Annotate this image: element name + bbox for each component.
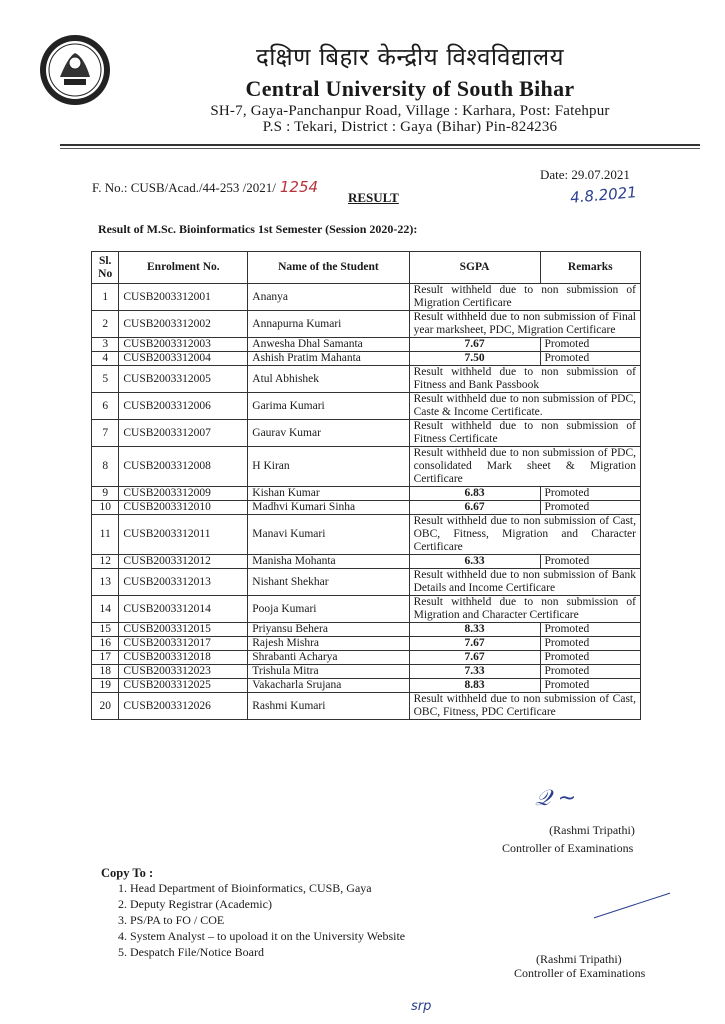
table-row xyxy=(92,338,641,352)
cell-remarks: Promoted xyxy=(540,487,640,501)
table-row xyxy=(92,284,641,311)
table-row xyxy=(92,555,641,569)
cell-sl: 15 xyxy=(92,623,119,637)
document-title: RESULT xyxy=(348,190,399,205)
cell-sl: 5 xyxy=(92,366,119,393)
university-name-hindi: दक्षिण बिहार केन्द्रीय विश्वविद्यालय xyxy=(255,43,565,71)
col-header-sl: Sl. No xyxy=(92,252,119,284)
cell-name: Ashish Pratim Mahanta xyxy=(248,352,409,366)
cell-name: Kishan Kumar xyxy=(248,487,409,501)
cell-enrolment: CUSB2003312018 xyxy=(119,651,248,665)
file-number-text: F. No.: CUSB/Acad./44-253 /2021/ xyxy=(92,180,276,195)
result-table xyxy=(91,251,641,720)
cell-enrolment: CUSB2003312012 xyxy=(119,555,248,569)
handwritten-initials: srp xyxy=(411,999,432,1014)
cell-remarks: Promoted xyxy=(540,352,640,366)
cell-sl: 20 xyxy=(92,693,119,720)
cell-name: Priyansu Behera xyxy=(248,623,409,637)
table-row xyxy=(92,515,641,555)
cell-enrolment: CUSB2003312013 xyxy=(119,569,248,596)
document-date: Date: 29.07.2021 xyxy=(540,167,630,182)
table-row xyxy=(92,651,641,665)
signatory-name: (Rashmi Tripathi) xyxy=(549,823,635,837)
col-header-sgpa: SGPA xyxy=(409,252,540,284)
list-item: 5. Despatch File/Notice Board xyxy=(130,944,405,960)
cell-name: Gaurav Kumar xyxy=(248,420,409,447)
cell-sl: 13 xyxy=(92,569,119,596)
cell-name: Pooja Kumari xyxy=(248,596,409,623)
table-row xyxy=(92,501,641,515)
table-row xyxy=(92,623,641,637)
cell-remarks: Promoted xyxy=(540,555,640,569)
cell-remarks: Promoted xyxy=(540,338,640,352)
cell-name: Vakacharla Srujana xyxy=(248,679,409,693)
cell-sl: 2 xyxy=(92,311,119,338)
col-header-remarks: Remarks xyxy=(540,252,640,284)
table-row xyxy=(92,487,641,501)
cell-sl: 4 xyxy=(92,352,119,366)
cell-name: Trishula Mitra xyxy=(248,665,409,679)
cell-name: Nishant Shekhar xyxy=(248,569,409,596)
cell-sl: 11 xyxy=(92,515,119,555)
cell-withheld-note: Result withheld due to non submission of Cast, OBC, Fitness, PDC Certificare xyxy=(409,693,640,720)
list-item: 3. PS/PA to FO / COE xyxy=(130,912,405,928)
handwritten-date: 4.8.2021 xyxy=(569,183,638,207)
header-divider xyxy=(60,144,700,146)
copy-to-heading: Copy To : xyxy=(101,866,154,880)
cell-sl: 9 xyxy=(92,487,119,501)
table-row xyxy=(92,311,641,338)
cell-name: Atul Abhishek xyxy=(248,366,409,393)
cell-enrolment: CUSB2003312001 xyxy=(119,284,248,311)
cell-withheld-note: Result withheld due to non submission of Migration Certificare xyxy=(409,284,640,311)
cell-withheld-note: Result withheld due to non submission of Fitness Certificate xyxy=(409,420,640,447)
cell-enrolment: CUSB2003312025 xyxy=(119,679,248,693)
cell-remarks: Promoted xyxy=(540,651,640,665)
list-item: 4. System Analyst – to upoload it on the University Website xyxy=(130,928,405,944)
cell-sl: 1 xyxy=(92,284,119,311)
cell-remarks: Promoted xyxy=(540,665,640,679)
cell-withheld-note: Result withheld due to non submission of Final year marksheet, PDC, Migration Certificare xyxy=(409,311,640,338)
list-item: 1. Head Department of Bioinformatics, CUSB, Gaya xyxy=(130,880,405,896)
cell-enrolment: CUSB2003312005 xyxy=(119,366,248,393)
cell-enrolment: CUSB2003312006 xyxy=(119,393,248,420)
cell-enrolment: CUSB2003312010 xyxy=(119,501,248,515)
cell-enrolment: CUSB2003312023 xyxy=(119,665,248,679)
cell-name: Manisha Mohanta xyxy=(248,555,409,569)
cell-sgpa: 7.67 xyxy=(409,651,540,665)
list-item: 2. Deputy Registrar (Academic) xyxy=(130,896,405,912)
table-row xyxy=(92,679,641,693)
cell-remarks: Promoted xyxy=(540,501,640,515)
address-line-1: SH-7, Gaya-Panchanpur Road, Village : Karhara, Post: Fatehpur xyxy=(210,103,610,119)
signature-scribble: 𝒬 ~ xyxy=(535,786,577,811)
cell-enrolment: CUSB2003312026 xyxy=(119,693,248,720)
copy-to-list xyxy=(110,880,405,960)
table-row xyxy=(92,366,641,393)
cell-name: Garima Kumari xyxy=(248,393,409,420)
cell-name: Manavi Kumari xyxy=(248,515,409,555)
col-header-name: Name of the Student xyxy=(248,252,409,284)
cell-withheld-note: Result withheld due to non submission of Fitness and Bank Passbook xyxy=(409,366,640,393)
cell-sl: 17 xyxy=(92,651,119,665)
cell-sgpa: 7.50 xyxy=(409,352,540,366)
university-name: Central University of South Bihar xyxy=(245,76,575,101)
cell-withheld-note: Result withheld due to non submission of Cast, OBC, Fitness, Migration and Character Certificare xyxy=(409,515,640,555)
cell-sgpa: 8.83 xyxy=(409,679,540,693)
file-number xyxy=(92,178,318,196)
cell-sl: 16 xyxy=(92,637,119,651)
cell-sl: 19 xyxy=(92,679,119,693)
table-row xyxy=(92,665,641,679)
cell-remarks: Promoted xyxy=(540,637,640,651)
cell-sl: 8 xyxy=(92,447,119,487)
table-row xyxy=(92,637,641,651)
cell-sl: 10 xyxy=(92,501,119,515)
table-row xyxy=(92,596,641,623)
signatory-name-2: (Rashmi Tripathi) xyxy=(536,952,622,966)
cell-sgpa: 7.67 xyxy=(409,338,540,352)
cell-enrolment: CUSB2003312009 xyxy=(119,487,248,501)
signature-stroke xyxy=(594,893,670,919)
cell-enrolment: CUSB2003312003 xyxy=(119,338,248,352)
cell-withheld-note: Result withheld due to non submission of PDC, Caste & Income Certificate. xyxy=(409,393,640,420)
cell-enrolment: CUSB2003312008 xyxy=(119,447,248,487)
cell-sgpa: 6.33 xyxy=(409,555,540,569)
table-row xyxy=(92,447,641,487)
cell-sl: 12 xyxy=(92,555,119,569)
cell-sgpa: 6.67 xyxy=(409,501,540,515)
cell-name: Madhvi Kumari Sinha xyxy=(248,501,409,515)
cell-remarks: Promoted xyxy=(540,623,640,637)
cell-sl: 3 xyxy=(92,338,119,352)
cell-name: Annapurna Kumari xyxy=(248,311,409,338)
result-subtitle: Result of M.Sc. Bioinformatics 1st Semester (Session 2020-22): xyxy=(98,222,418,236)
cell-sl: 18 xyxy=(92,665,119,679)
table-row xyxy=(92,569,641,596)
cell-enrolment: CUSB2003312004 xyxy=(119,352,248,366)
cell-name: Anwesha Dhal Samanta xyxy=(248,338,409,352)
header-divider-thin xyxy=(60,148,700,149)
table-row xyxy=(92,352,641,366)
cell-name: Shrabanti Acharya xyxy=(248,651,409,665)
cell-enrolment: CUSB2003312017 xyxy=(119,637,248,651)
cell-enrolment: CUSB2003312014 xyxy=(119,596,248,623)
cell-enrolment: CUSB2003312002 xyxy=(119,311,248,338)
address-line-2: P.S : Tekari, District : Gaya (Bihar) Pin-824236 xyxy=(262,119,558,135)
cell-enrolment: CUSB2003312007 xyxy=(119,420,248,447)
cell-sgpa: 6.83 xyxy=(409,487,540,501)
cell-withheld-note: Result withheld due to non submission of Migration and Character Certificare xyxy=(409,596,640,623)
col-header-enrolment: Enrolment No. xyxy=(119,252,248,284)
table-body xyxy=(92,284,641,720)
cell-remarks: Promoted xyxy=(540,679,640,693)
cell-name: Rashmi Kumari xyxy=(248,693,409,720)
cell-name: Rajesh Mishra xyxy=(248,637,409,651)
cell-sgpa: 7.67 xyxy=(409,637,540,651)
table-row xyxy=(92,693,641,720)
cell-sl: 7 xyxy=(92,420,119,447)
cell-sl: 6 xyxy=(92,393,119,420)
cell-sl: 14 xyxy=(92,596,119,623)
cell-withheld-note: Result withheld due to non submission of Bank Details and Income Certificare xyxy=(409,569,640,596)
signatory-designation: Controller of Examinations xyxy=(502,841,634,855)
table-header-row xyxy=(92,252,641,284)
cell-sgpa: 8.33 xyxy=(409,623,540,637)
signatory-designation-2: Controller of Examinations xyxy=(514,966,646,980)
cell-enrolment: CUSB2003312015 xyxy=(119,623,248,637)
cell-sgpa: 7.33 xyxy=(409,665,540,679)
table-row xyxy=(92,420,641,447)
cell-enrolment: CUSB2003312011 xyxy=(119,515,248,555)
table-row xyxy=(92,393,641,420)
cell-name: Ananya xyxy=(248,284,409,311)
cell-withheld-note: Result withheld due to non submission of PDC, consolidated Mark sheet & Migration Certificare xyxy=(409,447,640,487)
university-seal-logo xyxy=(38,33,112,107)
cell-name: H Kiran xyxy=(248,447,409,487)
file-number-handwritten: 1254 xyxy=(279,178,319,196)
